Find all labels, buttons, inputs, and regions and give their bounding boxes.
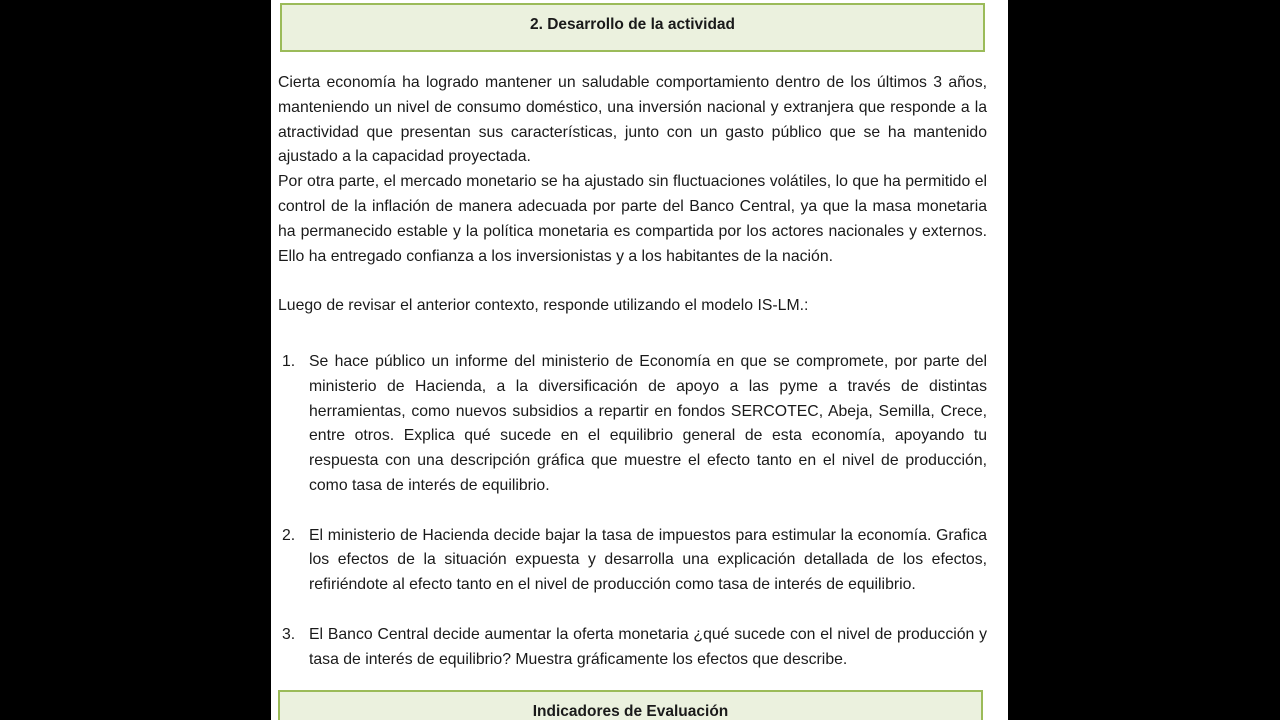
section-title-box (280, 3, 985, 52)
question-list (278, 350, 987, 672)
question-number: 1. (282, 353, 296, 370)
evaluation-title-box (278, 690, 983, 720)
question-item (278, 350, 987, 499)
document-page (271, 0, 1008, 720)
context-text (278, 71, 987, 269)
question-text: Se hace público un informe del ministerio de Economía en que se compromete, por parte del ministerio de Hacienda, a la diversificación de apoyo a las pyme a través de distintas herramientas, como nuevos subsidios a repartir en fondos SERCOTEC, Abeja, Semilla, Crece, entre otros. Explica qué sucede en el equilibrio general de esta economía, apoyando tu respuesta con una descripción gráfica que muestre el efecto tanto en el nivel de producción, como tasa de interés de equilibrio. (309, 353, 987, 494)
question-text: El ministerio de Hacienda decide bajar la tasa de impuestos para estimular la economía. Grafica los efectos de la situación expuesta y desarrolla una explicación detallada de los efectos, refiriéndote al efecto tanto en el nivel de producción como tasa de interés de equilibrio. (309, 526, 987, 594)
question-item (278, 623, 987, 673)
question-item (278, 524, 987, 598)
context-paragraph-1: Cierta economía ha logrado mantener un saludable comportamiento dentro de los últimos 3 años, manteniendo un nivel de consumo doméstico, una inversión nacional y extranjera que responde a la atractividad que presentan sus características, junto con un gasto público que se ha mantenido ajustado a la capacidad proyectada. (278, 74, 987, 166)
question-number: 3. (282, 625, 296, 643)
section-title: 2. Desarrollo de la actividad (529, 16, 736, 33)
context-paragraph-2: Por otra parte, el mercado monetario se ha ajustado sin fluctuaciones volátiles, lo que ha permitido el control de la inflación de manera adecuada por parte del Banco Central, ya que la masa monetaria ha permanecido estable y la política monetaria es compartida por los actores nacionales y externos. Ello ha entregado confianza a los inversionistas y a los habitantes de la nación. (278, 173, 987, 265)
question-text: El Banco Central decide aumentar la oferta monetaria ¿qué sucede con el nivel de producción y tasa de interés de equilibrio? Muestra gráficamente los efectos que describe. (309, 625, 987, 668)
question-number: 2. (282, 526, 296, 544)
instruction-text: Luego de revisar el anterior contexto, responde utilizando el modelo IS-LM.: (278, 297, 809, 314)
evaluation-title: Indicadores de Evaluación (532, 703, 729, 720)
